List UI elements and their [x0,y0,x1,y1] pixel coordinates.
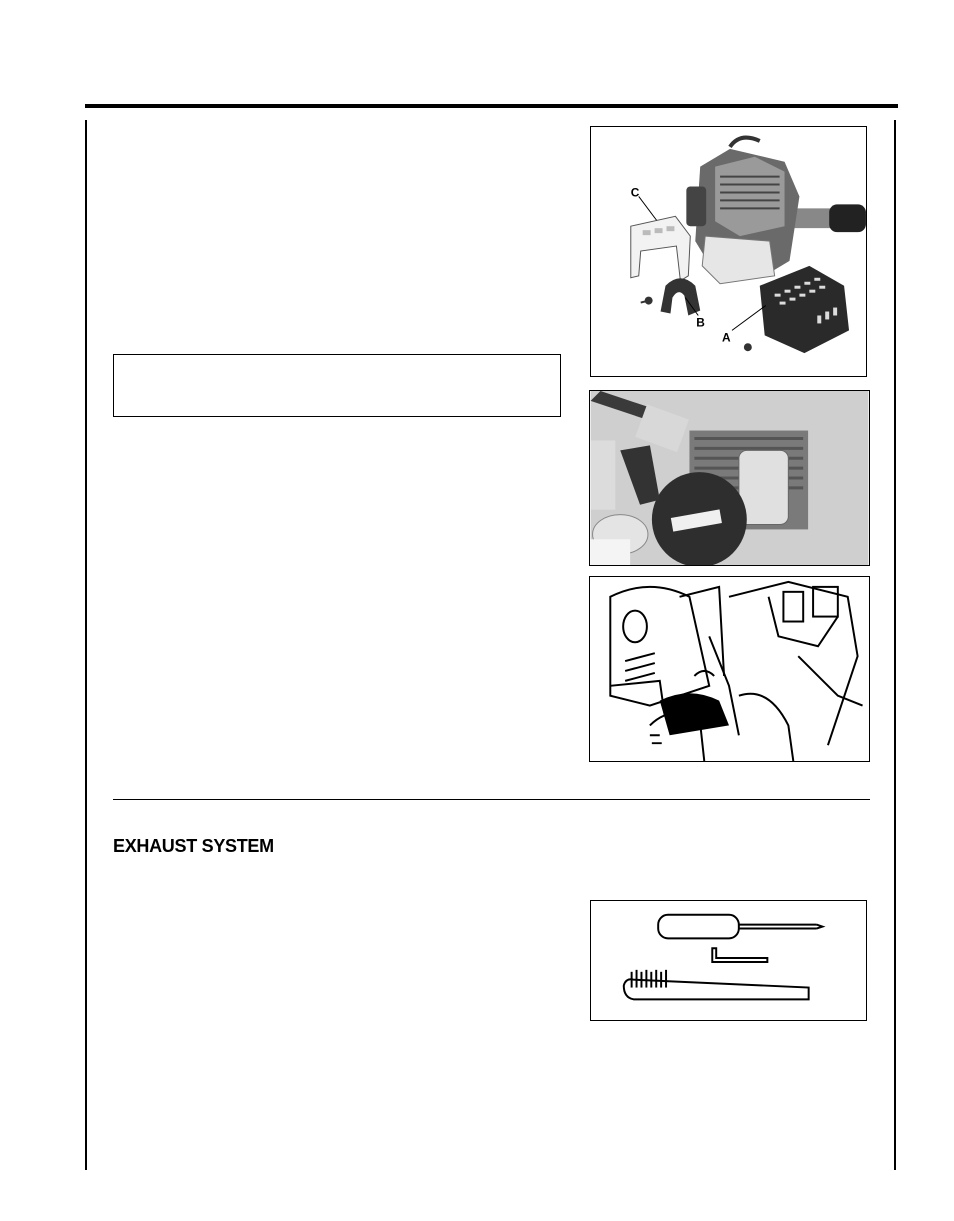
engine-covers-figure [590,126,867,377]
section-divider [113,799,870,800]
callout-a: A [722,330,731,345]
muffler-line-drawing [590,577,869,761]
brush-cleaning-illustration [590,391,869,565]
callout-b: B [696,315,705,330]
top-rule [85,104,898,108]
tools-figure [590,900,867,1021]
left-margin-rule [85,120,87,1170]
section-title: EXHAUST SYSTEM [113,836,274,856]
tools-illustration [591,901,866,1020]
engine-covers-illustration [591,127,866,376]
right-margin-rule [894,120,896,1170]
note-box [113,354,561,417]
screwdriver-handle [658,915,739,939]
muffler-line-drawing-figure [589,576,870,762]
brush-cleaning-figure [589,390,870,566]
callout-c: C [630,185,640,200]
